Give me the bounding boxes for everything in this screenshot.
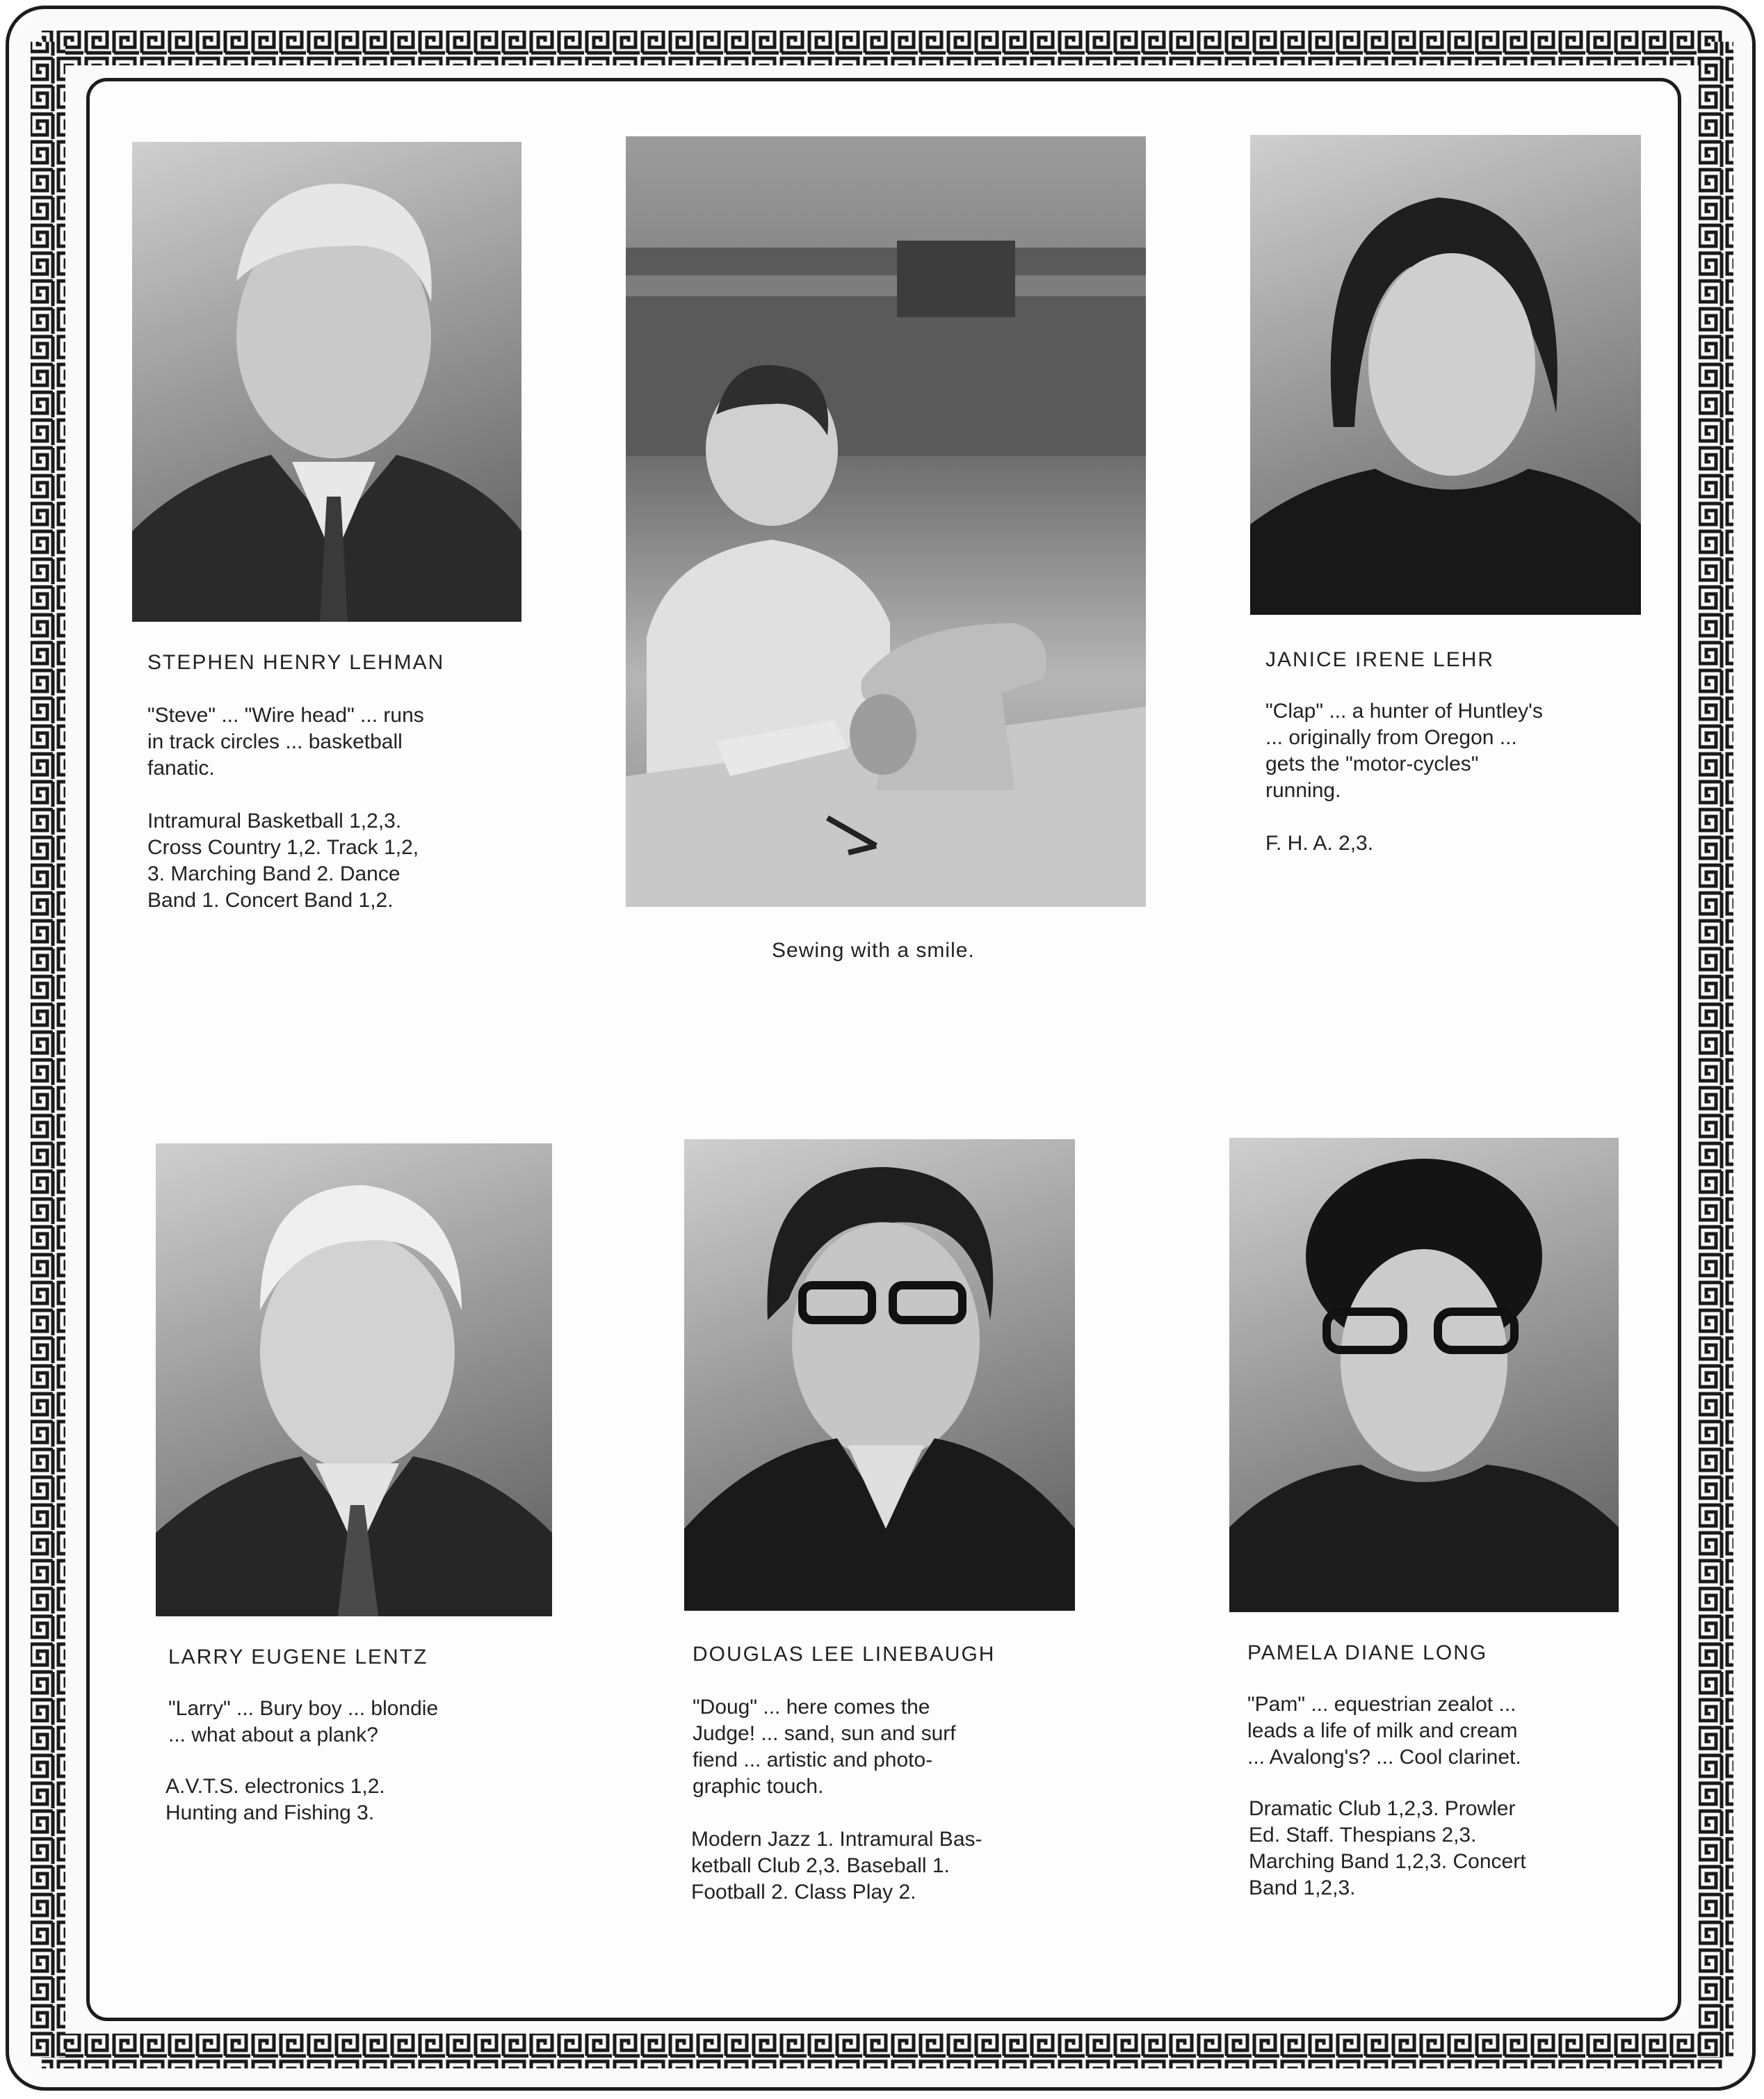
student-quote bbox=[693, 1694, 956, 1800]
portrait-photo-larry-lentz bbox=[156, 1143, 552, 1616]
student-quote bbox=[1247, 1691, 1521, 1771]
student-activities bbox=[1249, 1796, 1526, 1901]
quote-line: fiend ... artistic and photo- bbox=[693, 1748, 933, 1771]
student-activities bbox=[1265, 830, 1373, 857]
activity-line: Marching Band 1,2,3. Concert bbox=[1249, 1850, 1526, 1873]
student-activities bbox=[691, 1826, 982, 1906]
quote-line: graphic touch. bbox=[693, 1775, 824, 1798]
activity-line: Hunting and Fishing 3. bbox=[165, 1801, 375, 1824]
portrait-photo-douglas-linebaugh bbox=[684, 1139, 1075, 1611]
student-name: DOUGLAS LEE LINEBAUGH bbox=[693, 1643, 996, 1666]
portrait-photo-pamela-long bbox=[1229, 1138, 1619, 1612]
quote-line: fanatic. bbox=[147, 757, 215, 780]
quote-line: Judge! ... sand, sun and surf bbox=[693, 1722, 956, 1745]
student-name: STEPHEN HENRY LEHMAN bbox=[147, 651, 445, 674]
quote-line: "Doug" ... here comes the bbox=[693, 1696, 930, 1719]
quote-line: leads a life of milk and cream bbox=[1247, 1719, 1518, 1742]
student-activities bbox=[147, 808, 419, 914]
quote-line: ... originally from Oregon ... bbox=[1265, 726, 1517, 749]
student-quote bbox=[1265, 698, 1543, 804]
student-quote bbox=[147, 702, 424, 782]
quote-line: running. bbox=[1265, 779, 1341, 802]
quote-line: ... what about a plank? bbox=[168, 1723, 378, 1746]
quote-line: gets the "motor-cycles" bbox=[1265, 753, 1479, 775]
quote-line: ... Avalong's? ... Cool clarinet. bbox=[1247, 1746, 1521, 1769]
quote-line: in track circles ... basketball bbox=[147, 730, 403, 753]
activity-line: Dramatic Club 1,2,3. Prowler bbox=[1249, 1797, 1516, 1820]
activity-line: Cross Country 1,2. Track 1,2, bbox=[147, 836, 419, 859]
quote-line: "Steve" ... "Wire head" ... runs bbox=[147, 704, 424, 727]
activity-line: Band 1. Concert Band 1,2. bbox=[147, 889, 394, 912]
activity-line: F. H. A. 2,3. bbox=[1265, 832, 1374, 855]
activity-line: Band 1,2,3. bbox=[1249, 1876, 1356, 1899]
student-activities bbox=[165, 1774, 385, 1826]
activity-line: Ed. Staff. Thespians 2,3. bbox=[1249, 1824, 1477, 1847]
photo-caption: Sewing with a smile. bbox=[772, 939, 975, 962]
student-quote bbox=[168, 1696, 438, 1748]
activity-line: Intramural Basketball 1,2,3. bbox=[147, 810, 402, 833]
portrait-photo-janice-lehr bbox=[1250, 135, 1641, 615]
activity-line: ketball Club 2,3. Baseball 1. bbox=[691, 1854, 950, 1877]
quote-line: "Larry" ... Bury boy ... blondie bbox=[168, 1697, 439, 1720]
quote-line: "Pam" ... equestrian zealot ... bbox=[1247, 1693, 1516, 1716]
portrait-photo-stephen-lehman bbox=[132, 142, 521, 622]
candid-photo-sewing bbox=[626, 136, 1146, 907]
activity-line: Football 2. Class Play 2. bbox=[691, 1881, 916, 1904]
student-name: PAMELA DIANE LONG bbox=[1247, 1641, 1488, 1664]
quote-line: "Clap" ... a hunter of Huntley's bbox=[1265, 700, 1543, 723]
student-name: LARRY EUGENE LENTZ bbox=[168, 1646, 428, 1668]
activity-line: A.V.T.S. electronics 1,2. bbox=[165, 1775, 385, 1798]
activity-line: 3. Marching Band 2. Dance bbox=[147, 862, 400, 885]
student-name: JANICE IRENE LEHR bbox=[1265, 648, 1495, 671]
activity-line: Modern Jazz 1. Intramural Bas- bbox=[691, 1828, 982, 1851]
